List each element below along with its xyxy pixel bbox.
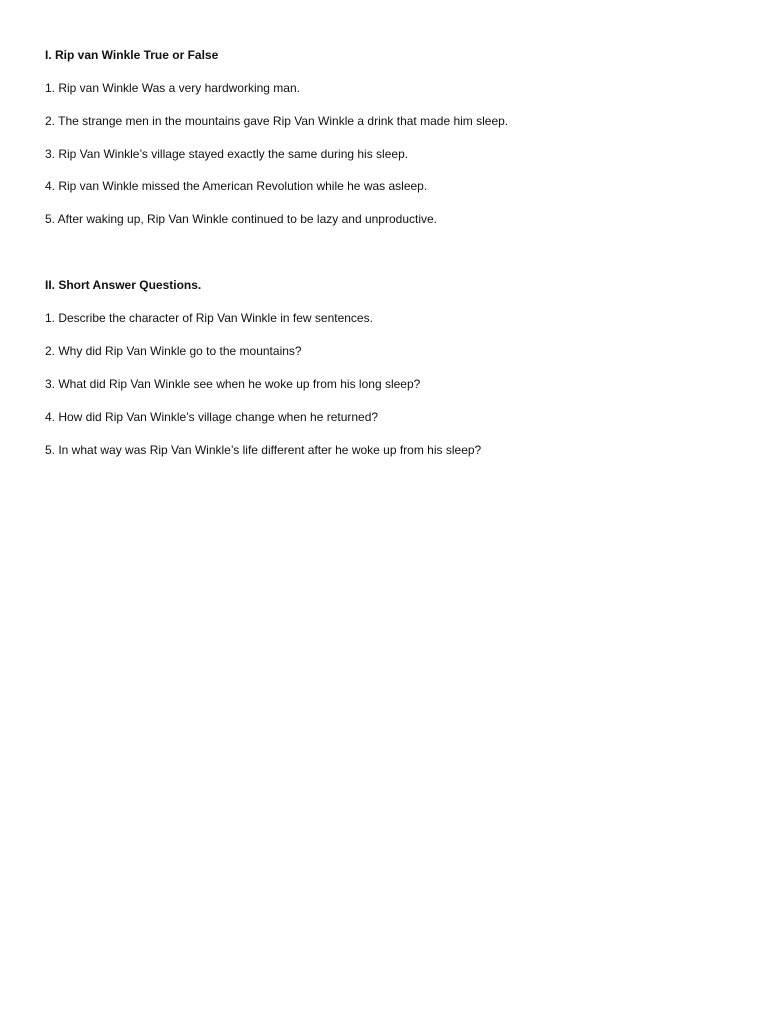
short-answer-item-5: 5. In what way was Rip Van Winkle’s life different after he woke up from his sleep? (45, 443, 482, 457)
true-false-item-3: 3. Rip Van Winkle’s village stayed exactly the same during his sleep. (45, 147, 409, 161)
short-answer-item-4: 4. How did Rip Van Winkle’s village change when he returned? (45, 410, 379, 424)
short-answer-item-1: 1. Describe the character of Rip Van Winkle in few sentences. (45, 311, 373, 325)
section-1-heading: I. Rip van Winkle True or False (45, 48, 219, 62)
true-false-item-5: 5. After waking up, Rip Van Winkle continued to be lazy and unproductive. (45, 212, 438, 226)
true-false-item-2: 2. The strange men in the mountains gave Rip Van Winkle a drink that made him sleep. (45, 114, 509, 128)
true-false-item-1: 1. Rip van Winkle Was a very hardworking man. (45, 81, 300, 95)
short-answer-item-3: 3. What did Rip Van Winkle see when he woke up from his long sleep? (45, 377, 421, 391)
true-false-item-4: 4. Rip van Winkle missed the American Revolution while he was asleep. (45, 179, 428, 193)
section-2-heading: II. Short Answer Questions. (45, 278, 202, 292)
short-answer-item-2: 2. Why did Rip Van Winkle go to the mountains? (45, 344, 302, 358)
